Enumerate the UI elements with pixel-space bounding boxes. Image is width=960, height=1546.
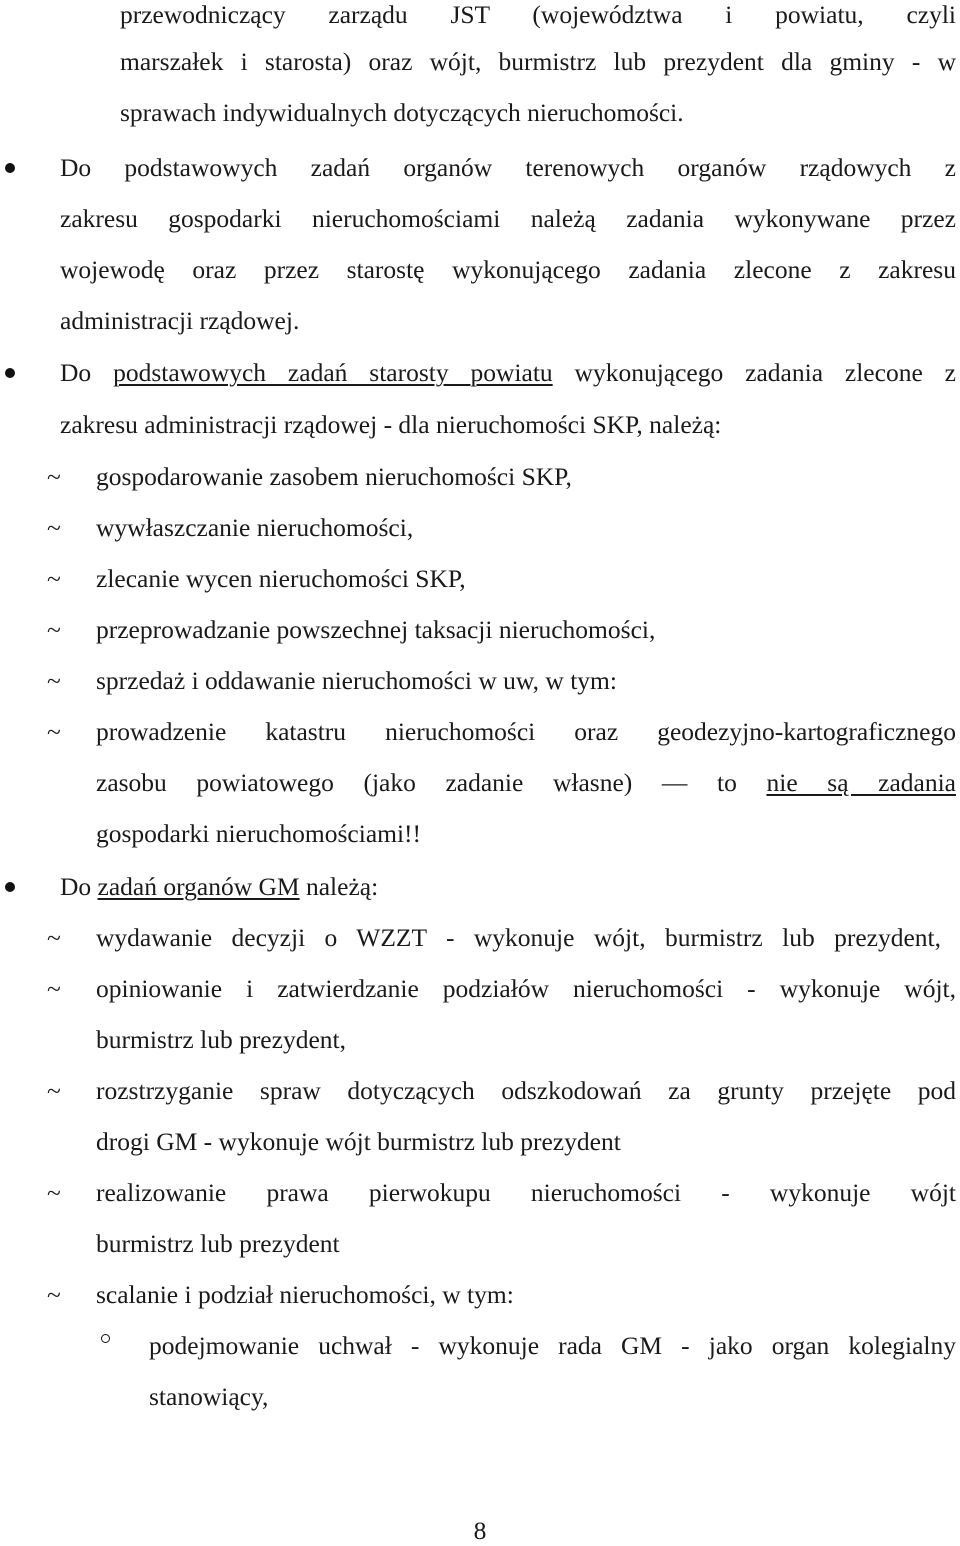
b2-item-6-line-2 <box>96 766 956 800</box>
p1-line-1: przewodniczący zarządu JST (województwa i powiatu, czyli <box>120 0 956 29</box>
tilde-marker-icon: ~ <box>47 666 61 695</box>
b3-underlined-phrase: zadań organów GM <box>97 872 300 901</box>
tilde-marker-icon: ~ <box>47 564 61 593</box>
b3-item-3-line-2: drogi GM - wykonuje wójt burmistrz lub prezydent <box>96 1127 621 1156</box>
b1-line-2: zakresu gospodarki nieruchomościami należą zadania wykonywane przez <box>60 204 956 233</box>
b3-line-1-suffix: należą: <box>299 872 379 901</box>
tilde-marker-icon: ~ <box>47 923 61 952</box>
p1-line-3: sprawach indywidualnych dotyczących nieruchomości. <box>120 98 684 127</box>
b2-item-4: przeprowadzanie powszechnej taksacji nieruchomości, <box>96 615 656 644</box>
tilde-marker-icon: ~ <box>47 615 61 644</box>
page-number: 8 <box>473 1516 487 1545</box>
tilde-marker-icon: ~ <box>47 1178 61 1207</box>
b3-line-1-prefix: Do <box>60 872 98 901</box>
b3-item-2-line-1: opiniowanie i zatwierdzanie podziałów nieruchomości - wykonuje wójt, <box>96 974 956 1003</box>
b3-line-1 <box>60 870 378 904</box>
tilde-marker-icon: ~ <box>47 974 61 1003</box>
b2-underlined-phrase: podstawowych zadań starosty powiatu <box>113 358 553 387</box>
tilde-marker-icon: ~ <box>47 513 61 542</box>
bullet-icon <box>5 163 15 173</box>
bullet-icon <box>5 368 15 378</box>
b2-item-1: gospodarowanie zasobem nieruchomości SKP, <box>96 462 572 491</box>
b3-item-4-line-2: burmistrz lub prezydent <box>96 1229 340 1258</box>
tilde-marker-icon: ~ <box>47 462 61 491</box>
p1-line-2: marszałek i starosta) oraz wójt, burmistrz lub prezydent dla gminy - w <box>120 47 956 76</box>
ring-bullet-icon <box>101 1334 110 1343</box>
b3-item-5: scalanie i podział nieruchomości, w tym: <box>96 1280 514 1309</box>
b3-sub-item-1-line-1: podejmowanie uchwał - wykonuje rada GM - jako organ kolegialny <box>149 1331 956 1360</box>
b2-item-2: wywłaszczanie nieruchomości, <box>96 513 414 542</box>
b3-sub-item-1-line-2: stanowiący, <box>149 1382 269 1411</box>
b2-item-5: sprzedaż i oddawanie nieruchomości w uw, w tym: <box>96 666 617 695</box>
tilde-marker-icon: ~ <box>47 1076 61 1105</box>
b2-line-1-suffix: wykonującego zadania zlecone z <box>552 358 956 387</box>
b3-item-4-line-1: realizowanie prawa pierwokupu nieruchomości - wykonuje wójt <box>96 1178 956 1207</box>
b2-line-1 <box>60 356 956 390</box>
b1-line-1: Do podstawowych zadań organów terenowych organów rządowych z <box>60 153 956 182</box>
b2-line-1-prefix: Do <box>60 358 114 387</box>
bullet-icon <box>5 882 15 892</box>
b2-line-2: zakresu administracji rządowej - dla nieruchomości SKP, należą: <box>60 410 722 439</box>
b3-item-1: wydawanie decyzji o WZZT - wykonuje wójt, burmistrz lub prezydent, <box>96 923 941 952</box>
b3-item-3-line-1: rozstrzyganie spraw dotyczących odszkodowań za grunty przejęte pod <box>96 1076 956 1105</box>
b2-item-6-text: zasobu powiatowego (jako zadanie własne) — to <box>96 768 767 797</box>
tilde-marker-icon: ~ <box>47 717 61 746</box>
b1-line-4: administracji rządowej. <box>60 306 300 335</box>
b2-item-6-line-1: prowadzenie katastru nieruchomości oraz geodezyjno-kartograficznego <box>96 717 956 746</box>
b2-item-6-line-3: gospodarki nieruchomościami!! <box>96 819 422 848</box>
b2-item-6-underlined: nie są zadania <box>766 768 956 797</box>
b2-item-3: zlecanie wycen nieruchomości SKP, <box>96 564 466 593</box>
tilde-marker-icon: ~ <box>47 1280 61 1309</box>
b3-item-2-line-2: burmistrz lub prezydent, <box>96 1025 346 1054</box>
b1-line-3: wojewodę oraz przez starostę wykonującego zadania zlecone z zakresu <box>60 255 956 284</box>
